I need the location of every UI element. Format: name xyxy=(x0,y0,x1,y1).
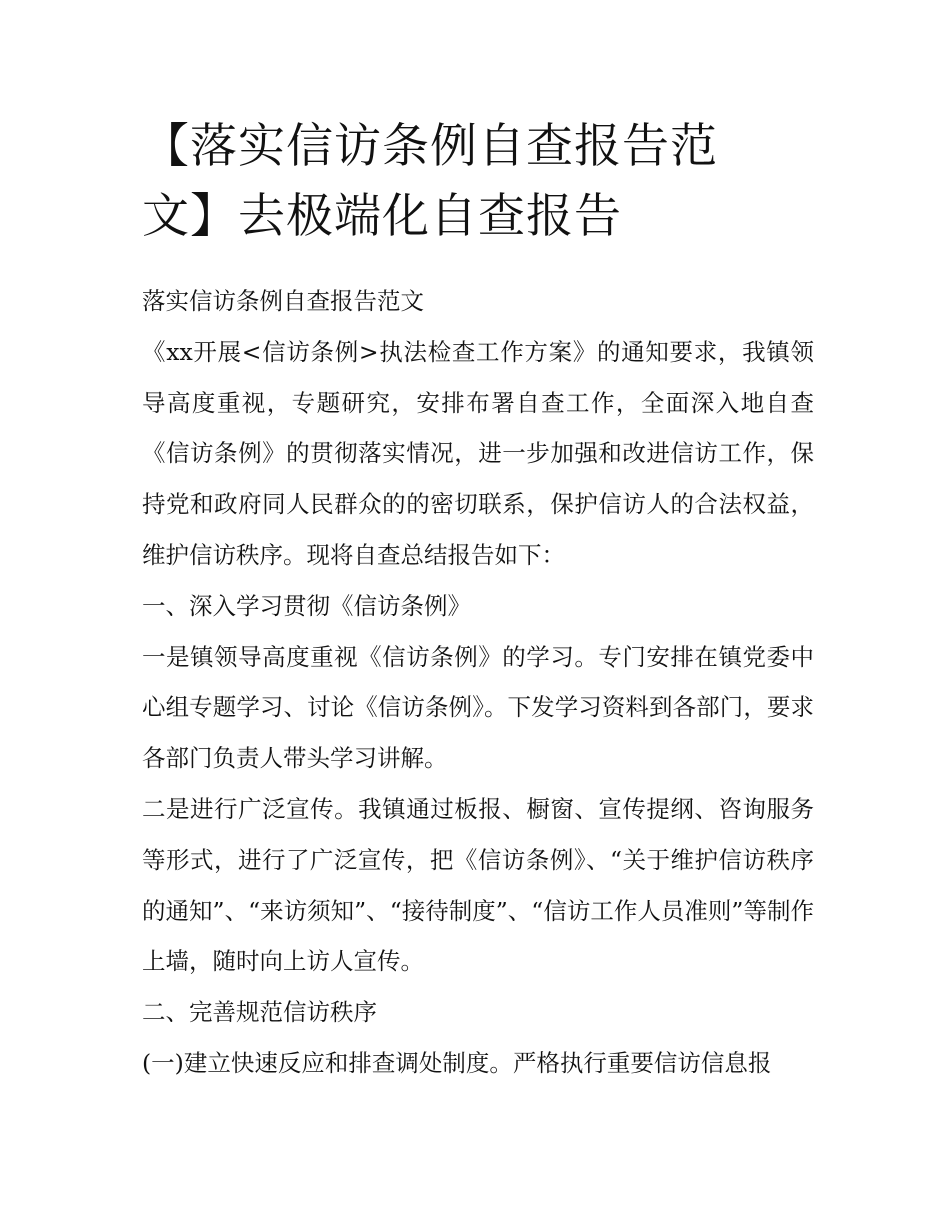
body-paragraph-2: 二是进行广泛宣传。我镇通过板报、橱窗、宣传提纲、咨询服务等形式，进行了广泛宣传，把《信访条例》、“关于维护信访秩序的通知”、“来访须知”、“接待制度”、“信访工作人员准则”等制作上墙，随时向上访人宣传。 xyxy=(142,794,814,976)
document-body xyxy=(142,276,814,1089)
section-heading-2: 二、完善规范信访秩序 xyxy=(142,998,377,1027)
subtitle-paragraph: 落实信访条例自查报告范文 xyxy=(142,287,424,315)
section-heading-1: 一、深入学习贯彻《信访条例》 xyxy=(142,591,471,620)
body-paragraph-1: 一是镇领导高度重视《信访条例》的学习。专门安排在镇党委中心组专题学习、讨论《信访条例》。下发学习资料到各部门，要求各部门负责人带头学习讲解。 xyxy=(142,642,814,773)
document-content xyxy=(142,112,814,1089)
document-title: 【落实信访条例自查报告范文】去极端化自查报告 xyxy=(142,119,718,244)
intro-paragraph: 《xx开展<信访条例>执法检查工作方案》的通知要求，我镇领导高度重视，专题研究，安排布署自查工作，全面深入地自查《信访条例》的贯彻落实情况，进一步加强和改进信访工作，保持党和政府同人民群众的的密切联系，保护信访人的合法权益，维护信访秩序。现将自查总结报告如下： xyxy=(142,337,814,569)
body-paragraph-3: (一)建立快速反应和排查调处制度。严格执行重要信访信息报 xyxy=(142,1048,772,1077)
